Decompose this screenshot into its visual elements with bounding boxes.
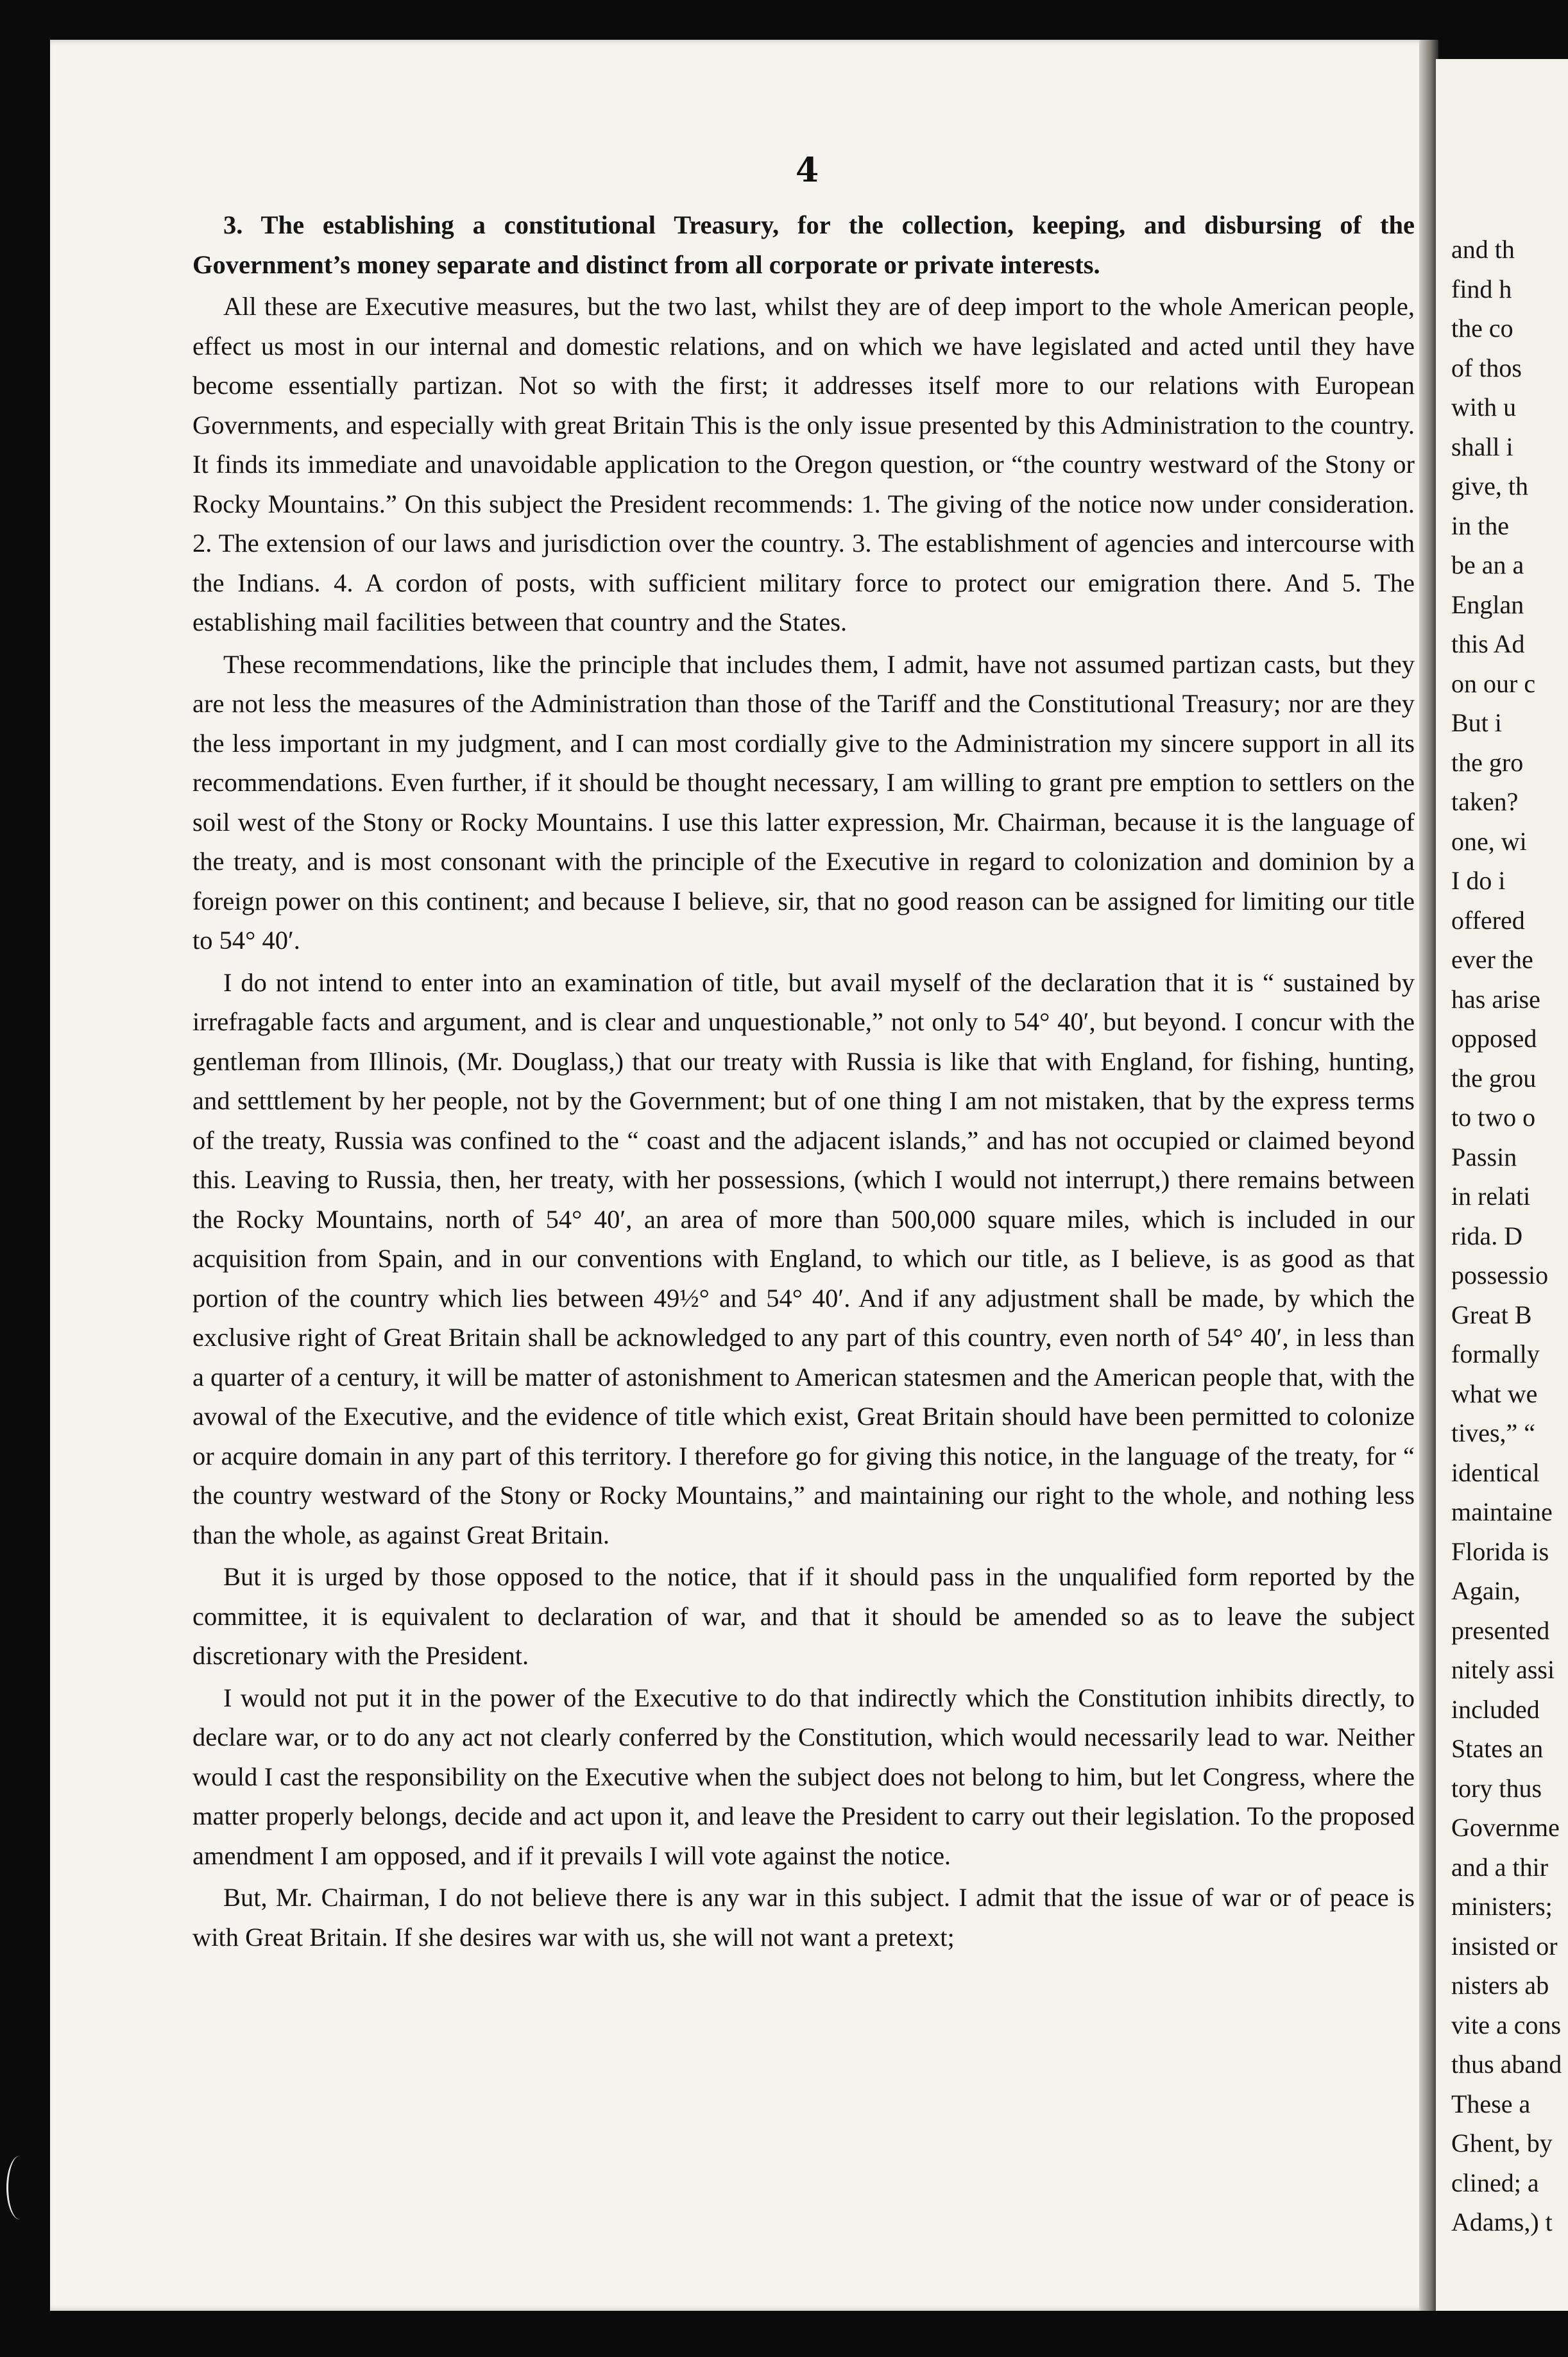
- adjacent-line: offered: [1451, 905, 1525, 935]
- adjacent-line: shall i: [1451, 432, 1513, 461]
- paragraph-6: I would not put it in the power of the Executive to do that indirectly which the Constitution inhibits directly, to declare war, or to do any act not clearly conferred by the Constitution, which would necessarily lead to war. Neither would I cast the responsibility on the Executive when the subject does not belong to him, but let Congress, where the matter properly belongs, decide and act upon it, and leave the President to carry out their legislation. To the proposed amendment I am opposed, and if it prevails I will vote against the notice.: [192, 1683, 1415, 1870]
- adjacent-line: on our c: [1451, 668, 1536, 698]
- adjacent-line: But i: [1451, 708, 1502, 737]
- adjacent-line: and a thir: [1451, 1852, 1549, 1882]
- paragraph-4: I do not intend to enter into an examination of title, but avail myself of the declaration that it is “ sustained by irrefragable facts and argument, and is clear and unquestionable,” not only to 54° 40′, but beyond. I concur with the gentleman from Illinois, (Mr. Douglass,) that our treaty with Russia is like that with England, for fishing, hunting, and setttlement by her people, not by the Government; but of one thing I am not mistaken, that by the express terms of the treaty, Russia was confined to the “ coast and the adjacent islands,” and has not occupied or claimed beyond this. Leaving to Russia, then, her treaty, with her possessions, (which I would not interrupt,) there remains between the Rocky Mountains, north of 54° 40′, an area of more than 500,000 square miles, which is included in our acquisition from Spain, and in our conventions with England, to which our title, as I believe, is as good as that portion of the country which lies between 49½° and 54° 40′. And if any adjustment shall be made, by which the exclusive right of Great Britain shall be acknowledged to any part of this country, even north of 54° 40′, in less than a quarter of a century, it will be matter of astonishment to American statesmen and the American people that, with the avowal of the Executive, and the evidence of title which exist, Great Britain should have been permitted to colonize or acquire domain in any part of this territory. I therefore go for giving this notice, in the language of the treaty, for “ the country westward of the Stony or Rocky Mountains,” and maintaining our right to the whole, and nothing less than the whole, as against Great Britain.: [192, 967, 1415, 1549]
- adjacent-line: the grou: [1451, 1063, 1537, 1093]
- adjacent-line: tives,” “: [1451, 1418, 1536, 1447]
- adjacent-line: formally: [1451, 1340, 1540, 1368]
- adjacent-line: vite a cons: [1451, 2010, 1562, 2039]
- adjacent-line: ministers;: [1451, 1892, 1553, 1921]
- page-number: 4: [796, 151, 819, 190]
- adjacent-line: be an a: [1451, 550, 1524, 579]
- adjacent-line: what we: [1451, 1379, 1538, 1408]
- page-curl-mark: [6, 2156, 34, 2220]
- adjacent-line: insisted or: [1451, 1931, 1558, 1961]
- adjacent-line: identical: [1451, 1458, 1540, 1487]
- adjacent-line: presented: [1451, 1615, 1550, 1645]
- adjacent-line: nitely assi: [1451, 1655, 1555, 1684]
- adjacent-line: possessio: [1451, 1261, 1549, 1289]
- paragraph-3: These recommendations, like the principle that includes them, I admit, have not assumed partizan casts, but they are not less the measures of the Administration than those of the Tariff and the Constitutional Treasury; nor are they the less important in my judgment, and I can most cordially give to the Administration my sincere support in all its recommendations. Even further, if it should be thought necessary, I am willing to grant pre emption to settlers on the soil west of the Stony or Rocky Mountains. I use this latter expression, Mr. Chairman, because it is the language of the treaty, and is most consonant with the principle of the Executive in regard to colonization and dominion by a foreign power on this continent; and because I believe, sir, that no good reason can be assigned for limiting our title to 54° 40′.: [192, 649, 1415, 955]
- adjacent-line: one, wi: [1451, 826, 1527, 856]
- adjacent-line: thus aband: [1451, 2050, 1562, 2079]
- paragraph-1: 3. The establishing a constitutional Treasury, for the collection, keeping, and disbursing of the Government’s money separate and distinct from all corporate or private interests.: [192, 210, 1415, 279]
- adjacent-line: Florida is: [1451, 1536, 1549, 1566]
- adjacent-line: give, th: [1451, 472, 1528, 500]
- adjacent-line: I do i: [1451, 866, 1506, 895]
- adjacent-line: with u: [1451, 393, 1517, 421]
- adjacent-line: Great B: [1451, 1300, 1532, 1329]
- adjacent-line: clined; a: [1451, 2168, 1539, 2197]
- adjacent-line: Governme: [1451, 1813, 1560, 1842]
- adjacent-line: this Ad: [1451, 629, 1525, 658]
- adjacent-line: of thos: [1451, 353, 1522, 382]
- paragraph-5: But it is urged by those opposed to the notice, that if it should pass in the unqualified form reported by the committee, it is equivalent to declaration of war, and that it should be amended so as to leave the subject discretionary with the President.: [192, 1562, 1415, 1670]
- adjacent-line: taken?: [1451, 787, 1519, 816]
- paragraph-2: All these are Executive measures, but the two last, whilst they are of deep import to the whole American people, effect us most in our internal and domestic relations, and on which we have legislated and acted until they have become essentially partizan. Not so with the first; it addresses itself more to our relations with European Governments, and especially with great Britain This is the only issue presented by this Administration to the country. It finds its immediate and unavoidable application to the Oregon question, or “the country westward of the Stony or Rocky Mountains.” On this subject the President recommends: 1. The giving of the notice now under consideration. 2. The extension of our laws and jurisdiction over the country. 3. The establishment of agencies and intercourse with the Indians. 4. A cordon of posts, with sufficient military force to protect our emigration there. And 5. The establishing mail facilities between that country and the States.: [192, 292, 1415, 636]
- adjacent-line: Englan: [1451, 590, 1524, 619]
- adjacent-line: has arise: [1451, 984, 1540, 1014]
- adjacent-line: maintaine: [1451, 1497, 1553, 1526]
- adjacent-line: to two o: [1451, 1103, 1536, 1132]
- adjacent-line: ever the: [1451, 945, 1533, 974]
- adjacent-line: rida. D: [1451, 1221, 1523, 1250]
- adjacent-line: Ghent, by: [1451, 2129, 1553, 2157]
- adjacent-line: Adams,) t: [1451, 2208, 1553, 2236]
- adjacent-line: Again,: [1451, 1576, 1521, 1605]
- adjacent-line: the gro: [1451, 747, 1524, 777]
- adjacent-line: opposed: [1451, 1024, 1537, 1053]
- paragraph-7: But, Mr. Chairman, I do not believe there is any war in this subject. I admit that the issue of war or of peace is with Great Britain. If she desires war with us, she will not want a pretext;: [192, 1883, 1415, 1952]
- adjacent-line: States an: [1451, 1734, 1544, 1763]
- adjacent-line: included: [1451, 1694, 1540, 1724]
- adjacent-line: in the: [1451, 511, 1509, 540]
- adjacent-line: Passin: [1451, 1142, 1517, 1171]
- adjacent-page-text: [1451, 230, 1568, 2242]
- adjacent-line: nisters ab: [1451, 1971, 1549, 2000]
- adjacent-line: the co: [1451, 314, 1513, 343]
- adjacent-line: These a: [1451, 2089, 1531, 2118]
- page-body: [192, 205, 1415, 1959]
- adjacent-line: and th: [1451, 235, 1515, 264]
- adjacent-line: tory thus: [1451, 1773, 1542, 1803]
- adjacent-line: find h: [1451, 274, 1512, 303]
- adjacent-line: in relati: [1451, 1182, 1531, 1211]
